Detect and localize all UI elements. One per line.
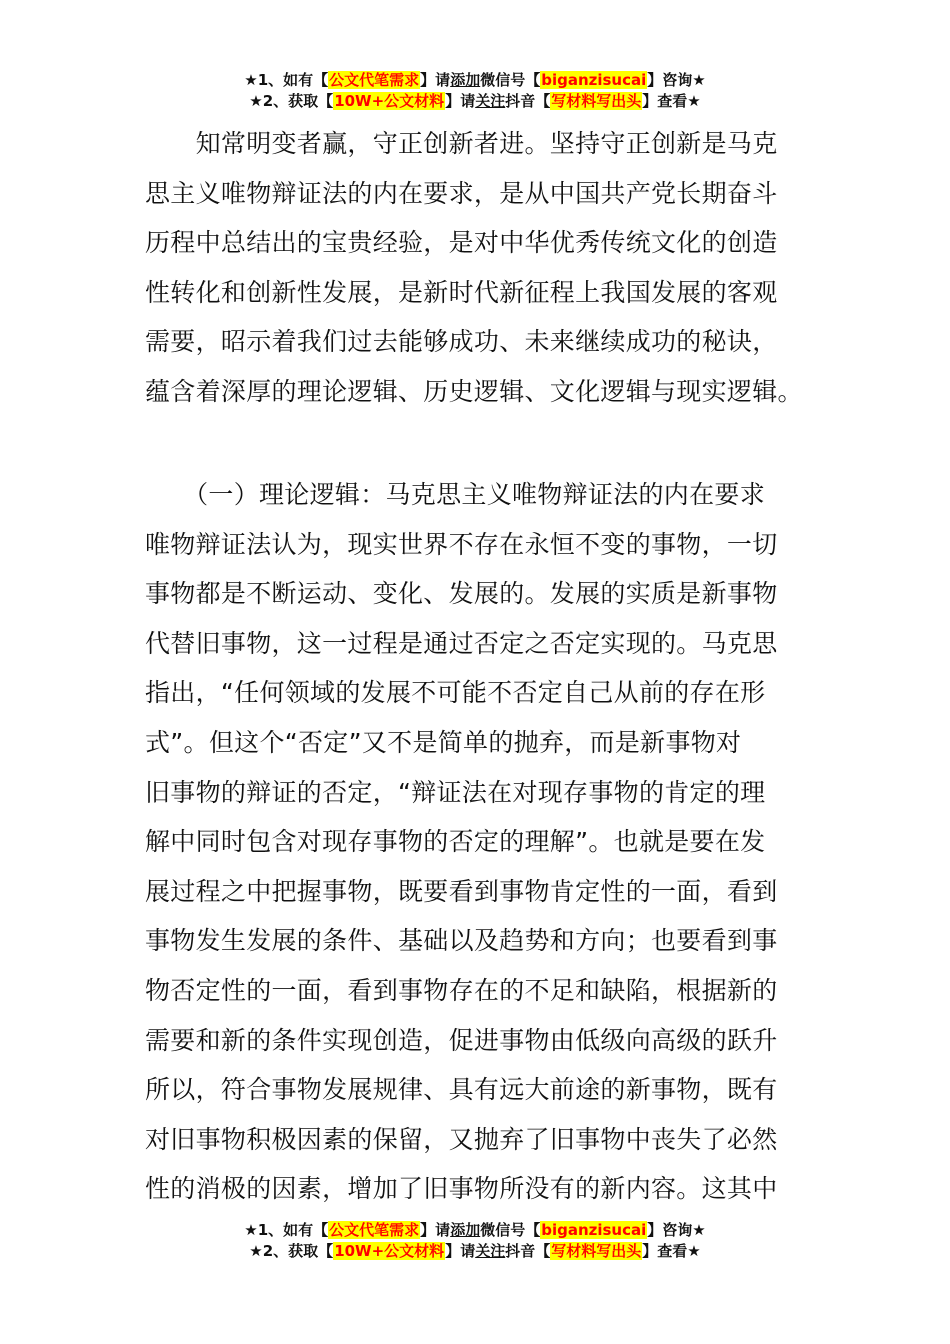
footer-line-1-highlight-service: 公文代笔需求 — [329, 1221, 420, 1239]
intro-line: 蕴含着深厚的理论逻辑、历史逻辑、文化逻辑与现实逻辑。 — [145, 376, 803, 406]
intro-line: 思主义唯物辩证法的内在要求，是从中国共产党长期奋斗 — [145, 178, 778, 208]
banner-line-1-suffix: 】咨询★ — [647, 71, 706, 89]
intro-line: 知常明变者赢，守正创新者进。坚持守正创新是马克 — [145, 129, 778, 158]
footer-line-1-mid: 】请 — [420, 1221, 451, 1239]
banner-line-1 — [0, 70, 950, 91]
banner-line-2 — [0, 91, 950, 112]
footer-line-2-prefix: ★2、获取【 — [249, 1242, 334, 1260]
banner-line-2-mid2: 抖音【 — [505, 92, 551, 110]
banner-line-2-highlight-douyin: 写材料写出头 — [551, 92, 642, 110]
footer-line-2-highlight-douyin: 写材料写出头 — [551, 1242, 642, 1260]
banner-line-2-mid: 】请 — [445, 92, 476, 110]
footer-line-2-underlined: 关注 — [475, 1242, 506, 1260]
section-1-paragraph — [145, 470, 810, 1214]
intro-paragraph — [145, 119, 810, 417]
footer-banner — [0, 1220, 950, 1262]
section-heading: （一）理论逻辑：马克思主义唯物辩证法的内在要求 — [145, 480, 766, 509]
section-line: 代替旧事物，这一过程是通过否定之否定实现的。马克思 — [145, 628, 778, 658]
section-line: 旧事物的辩证的否定，“辩证法在对现存事物的肯定的理 — [145, 777, 766, 807]
section-line: 物否定性的一面，看到事物存在的不足和缺陷，根据新的 — [145, 975, 778, 1005]
footer-banner-line-1 — [0, 1220, 950, 1241]
footer-line-2-mid2: 抖音【 — [505, 1242, 551, 1260]
section-line: 解中同时包含对现存事物的否定的理解”。也就是要在发 — [145, 827, 766, 857]
section-line: 式”。但这个“否定”又不是简单的抛弃，而是新事物对 — [145, 727, 742, 757]
banner-line-1-prefix: ★1、如有【 — [244, 71, 329, 89]
banner-line-1-mid: 】请 — [420, 71, 451, 89]
banner-line-1-highlight-wechat: biganzisucai — [541, 71, 647, 89]
footer-line-2-suffix: 】查看★ — [642, 1242, 701, 1260]
footer-banner-line-2 — [0, 1241, 950, 1262]
header-banner — [0, 70, 950, 112]
banner-line-2-underlined: 关注 — [475, 92, 506, 110]
footer-line-2-mid: 】请 — [445, 1242, 476, 1260]
banner-line-1-mid2: 微信号【 — [480, 71, 541, 89]
section-line: 唯物辩证法认为，现实世界不存在永恒不变的事物，一切 — [145, 529, 778, 559]
section-line: 事物都是不断运动、变化、发展的。发展的实质是新事物 — [145, 579, 778, 609]
section-line: 指出，“任何领域的发展不可能不否定自己从前的存在形 — [145, 678, 766, 708]
banner-line-2-prefix: ★2、获取【 — [249, 92, 334, 110]
banner-line-2-highlight-materials: 10W+公文材料 — [334, 92, 445, 110]
footer-line-1-prefix: ★1、如有【 — [244, 1221, 329, 1239]
intro-line: 性转化和创新性发展，是新时代新征程上我国发展的客观 — [145, 277, 778, 307]
footer-line-2-highlight-materials: 10W+公文材料 — [334, 1242, 445, 1260]
section-line: 对旧事物积极因素的保留，又抛弃了旧事物中丧失了必然 — [145, 1124, 778, 1154]
footer-line-1-mid2: 微信号【 — [480, 1221, 541, 1239]
banner-line-2-suffix: 】查看★ — [642, 92, 701, 110]
footer-line-1-highlight-wechat: biganzisucai — [541, 1221, 647, 1239]
section-line: 需要和新的条件实现创造，促进事物由低级向高级的跃升 — [145, 1025, 778, 1055]
intro-line: 历程中总结出的宝贵经验，是对中华优秀传统文化的创造 — [145, 228, 778, 258]
banner-line-1-underlined: 添加 — [450, 71, 481, 89]
section-line: 性的消极的因素，增加了旧事物所没有的新内容。这其中 — [145, 1174, 778, 1204]
section-line: 事物发生发展的条件、基础以及趋势和方向；也要看到事 — [145, 926, 778, 956]
footer-line-1-underlined: 添加 — [450, 1221, 481, 1239]
footer-line-1-suffix: 】咨询★ — [647, 1221, 706, 1239]
intro-line: 需要，昭示着我们过去能够成功、未来继续成功的秘诀， — [145, 327, 778, 357]
banner-line-1-highlight-service: 公文代笔需求 — [329, 71, 420, 89]
section-line: 展过程之中把握事物，既要看到事物肯定性的一面，看到 — [145, 876, 778, 906]
section-line: 所以，符合事物发展规律、具有远大前途的新事物，既有 — [145, 1075, 778, 1105]
